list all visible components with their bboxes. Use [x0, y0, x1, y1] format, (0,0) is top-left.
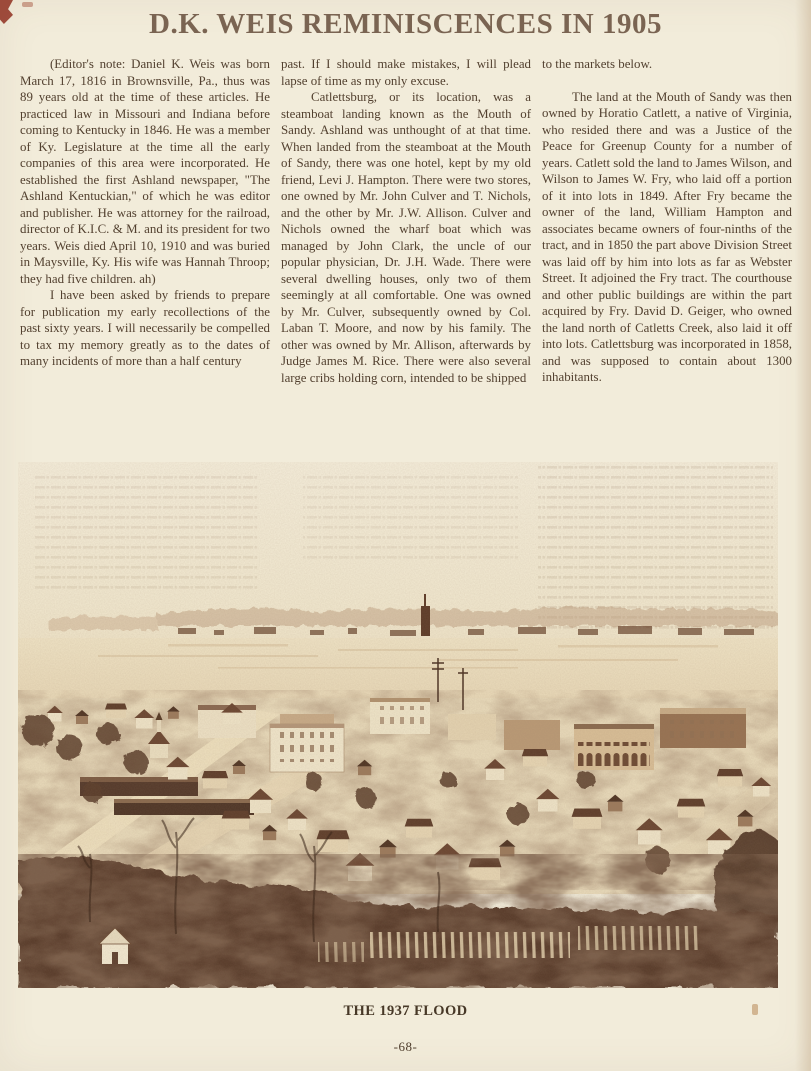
article-columns: [20, 56, 792, 386]
paragraph-catlettsburg: Catlettsburg, or its location, was a steamboat landing known as the Mouth of Sandy. Ashland was unthought of at that time. When landed from the steamboat at the Mouth of Sandy, there was one hotel, kept by my old friend, Levi J. Hampton. There were two stores, one owned by Mr. John Culver and T. Nichols, and the other by Mr. J.W. Allison. Culver and Nichols owned the wharf boat which was managed by John Clark, the uncle of our popular physician, Dr. J.H. Wade. There were several dwelling houses, only two of them seemingly at all comfortable. One was owned by Mr. Culver, subsequently owned by Col. Laban T. Moore, and now by his family. The other was owned by Mr. Allison, afterwards by Judge James M. Rice. There were also several large cribs holding corn, intended to be shipped: [281, 90, 531, 385]
scan-artifact-dash: [22, 2, 33, 7]
photo-caption: THE 1937 FLOOD: [343, 1003, 468, 1019]
article-column-3: [542, 56, 792, 386]
paragraph-markets: to the markets below.: [542, 57, 653, 71]
page-number: -68-: [393, 1039, 418, 1054]
flood-photo-illustration: [18, 462, 778, 988]
article-column-1: [20, 56, 270, 386]
paragraph-editors-note: (Editor's note: Daniel K. Weis was born March 17, 1816 in Brownsville, Pa., thus was 89 years old at the time of these articles. He practiced law in Missouri and Indiana before coming to Kentucky in 1846. He was a member of Ky. Legislature at the time all the early companies of this area were incorporated. He established the first Ashland newspaper, "The Ashland Kentuckian," of which he was editor and publisher. He was attorney for the railroad, director of K.I.C. & M. and its president for two years. Weis died April 10, 1910 and was buried in Maysville, Ky. His wife was Hannah Throop; they had five children. ah): [20, 57, 270, 286]
flood-photo: [18, 462, 778, 988]
article-column-2: [281, 56, 531, 386]
paragraph-intro: I have been asked by friends to prepare for publication my early recollections of the past sixty years. I will necessarily be compelled to tax my memory greatly as to the dates of many incidents of more than a half century: [20, 288, 270, 368]
paragraph-continuation: past. If I should make mistakes, I will plead lapse of time as my only excuse.: [281, 57, 531, 88]
paragraph-land-history: The land at the Mouth of Sandy was then owned by Horatio Catlett, a native of Virginia, who resided there and was a Justice of the Peace for Greenup County for a number of years. Catlett sold the land to James Wilson, and Wilson to James W. Fry, who laid off a portion of it into lots in 1849. After Fry became the owner of the land, William Hampton and associates became owners of four-ninths of the tract, and in 1850 the part above Division Street was laid off by him into lots as far as Webster Street. It adjoined the Fry tract. The courthouse and other public buildings are within the part acquired by Fry. David D. Geiger, who owned the land north of Catletts Creek, also laid it off into lots. Catlettsburg was incorporated in 1858, and was supposed to contain about 1300 inhabitants.: [542, 89, 792, 384]
page-title: D.K. WEIS REMINISCENCES IN 1905: [149, 8, 662, 40]
page-edge-shadow: [795, 0, 811, 1071]
